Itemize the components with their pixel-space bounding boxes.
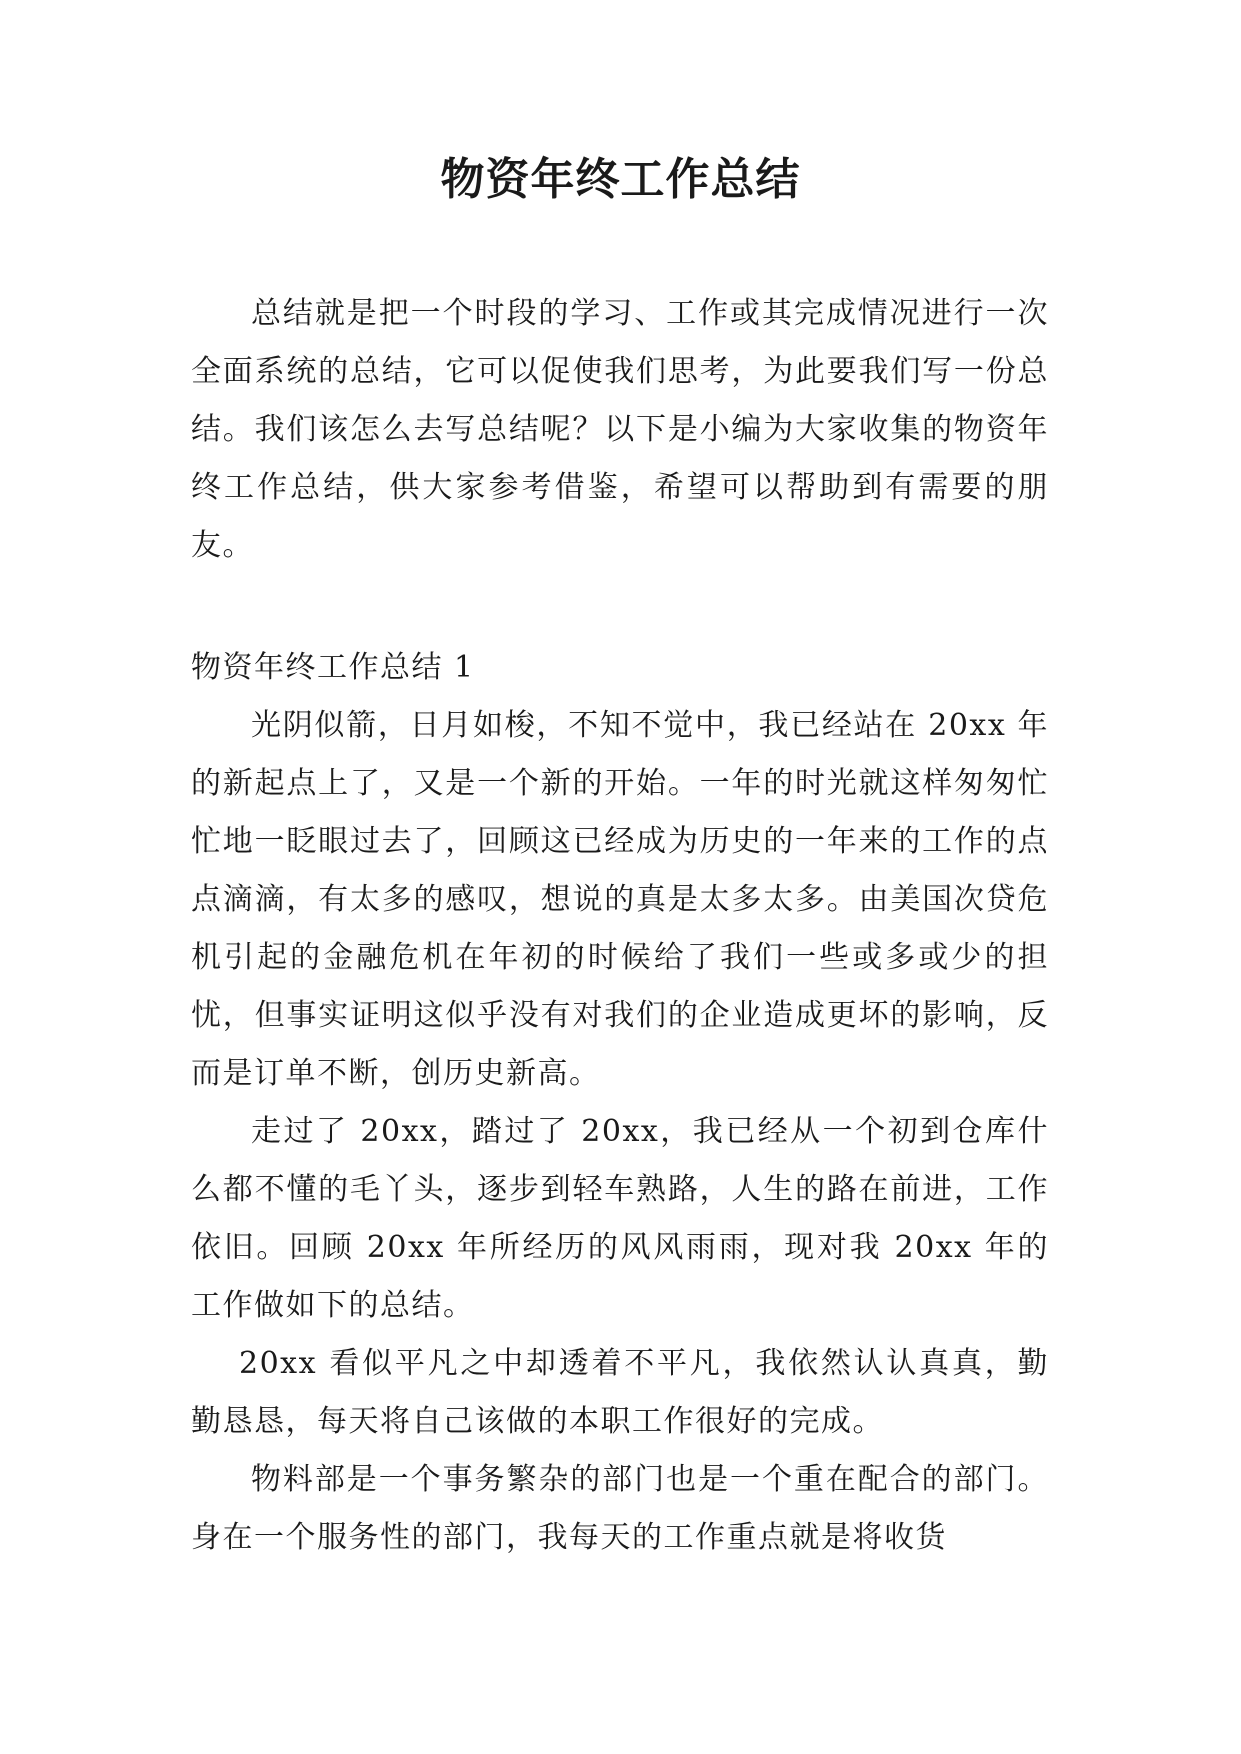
document-title: 物资年终工作总结 — [440, 154, 801, 205]
intro-paragraph: 总结就是把一个时段的学习、工作或其完成情况进行一次全面系统的总结，它可以促使我们思考，为此要我们写一份总结。我们该怎么去写总结呢？以下是小编为大家收集的物资年终工作总结，供大家参考借鉴，希望可以帮助到有需要的朋友。 — [191, 296, 1049, 563]
section-heading: 物资年终工作总结 1 — [191, 650, 475, 685]
body-paragraph-4: 物料部是一个事务繁杂的部门也是一个重在配合的部门。身在一个服务性的部门，我每天的工作重点就是将收货 — [191, 1462, 1049, 1555]
body-paragraph-3: 20xx 看似平凡之中却透着不平凡，我依然认认真真，勤勤恳恳，每天将自己该做的本职工作很好的完成。 — [191, 1346, 1049, 1439]
body-paragraph-1: 光阴似箭，日月如梭，不知不觉中，我已经站在 20xx 年的新起点上了，又是一个新的开始。一年的时光就这样匆匆忙忙地一眨眼过去了，回顾这已经成为历史的一年来的工作的点点滴滴，有太多的感叹，想说的真是太多太多。由美国次贷危机引起的金融危机在年初的时候给了我们一些或多或少的担忧，但事实证明这似乎没有对我们的企业造成更坏的影响，反而是订单不断，创历史新高。 — [191, 708, 1049, 1091]
body-paragraph-2: 走过了 20xx，踏过了 20xx，我已经从一个初到仓库什么都不懂的毛丫头，逐步到轻车熟路，人生的路在前进，工作依旧。回顾 20xx 年所经历的风风雨雨，现对我 20xx 年的工作做如下的总结。 — [191, 1114, 1049, 1323]
document-body — [191, 285, 1049, 1567]
